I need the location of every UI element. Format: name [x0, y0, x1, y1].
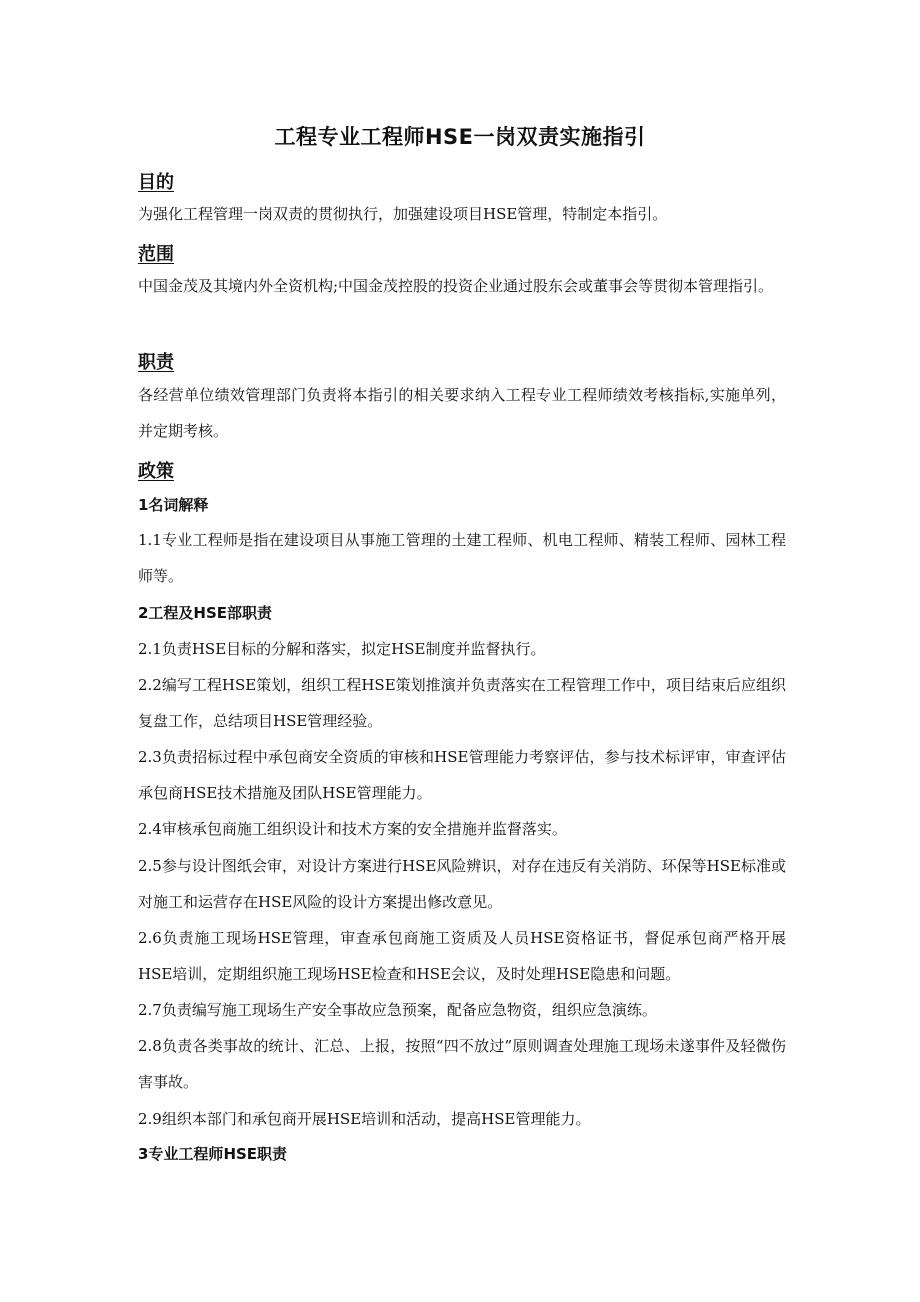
scope-text: 中国金茂及其境内外全资机构;中国金茂控股的投资企业通过股东会或董事会等贯彻本管理指引。 — [138, 277, 774, 295]
section-2-item: 2.1负责HSE目标的分解和落实，拟定HSE制度并监督执行。 — [138, 640, 546, 658]
section-2-item: 2.9组织本部门和承包商开展HSE培训和活动，提高HSE管理能力。 — [138, 1110, 591, 1128]
heading-policy: 政策 — [138, 461, 174, 482]
responsibility-text: 各经营单位绩效管理部门负责将本指引的相关要求纳入工程专业工程师绩效考核指标,实施单列，并定期考核。 — [138, 386, 786, 440]
section-1-item: 1.1专业工程师是指在建设项目从事施工管理的土建工程师、机电工程师、精装工程师、园林工程师等。 — [138, 531, 786, 585]
section-2-item: 2.6负责施工现场HSE管理，审查承包商施工资质及人员HSE资格证书，督促承包商严格开展HSE培训，定期组织施工现场HSE检查和HSE会议，及时处理HSE隐患和问题。 — [138, 929, 786, 983]
section-3-title: 3专业工程师HSE职责 — [138, 1145, 288, 1163]
heading-scope: 范围 — [138, 244, 174, 265]
section-2-title: 2工程及HSE部职责 — [138, 604, 273, 622]
heading-responsibility: 职责 — [138, 352, 174, 373]
section-2-item: 2.3负责招标过程中承包商安全资质的审核和HSE管理能力考察评估，参与技术标评审，审查评估承包商HSE技术措施及团队HSE管理能力。 — [138, 748, 786, 802]
section-2-item: 2.8负责各类事故的统计、汇总、上报，按照“四不放过”原则调查处理施工现场未遂事件及轻微伤害事故。 — [138, 1037, 786, 1091]
section-2-item: 2.4审核承包商施工组织设计和技术方案的安全措施并监督落实。 — [138, 820, 567, 838]
heading-purpose: 目的 — [138, 172, 174, 193]
purpose-text: 为强化工程管理一岗双责的贯彻执行，加强建设项目HSE管理，特制定本指引。 — [138, 205, 668, 223]
document-title: 工程专业工程师HSE一岗双责实施指引 — [274, 125, 646, 149]
section-1-title: 1名词解释 — [138, 496, 209, 514]
section-2-item: 2.7负责编写施工现场生产安全事故应急预案，配备应急物资，组织应急演练。 — [138, 1001, 657, 1019]
section-2-item: 2.5参与设计图纸会审，对设计方案进行HSE风险辨识，对存在违反有关消防、环保等HSE标准或对施工和运营存在HSE风险的设计方案提出修改意见。 — [138, 857, 786, 911]
section-2-item: 2.2编写工程HSE策划，组织工程HSE策划推演并负责落实在工程管理工作中，项目结束后应组织复盘工作，总结项目HSE管理经验。 — [138, 676, 786, 730]
